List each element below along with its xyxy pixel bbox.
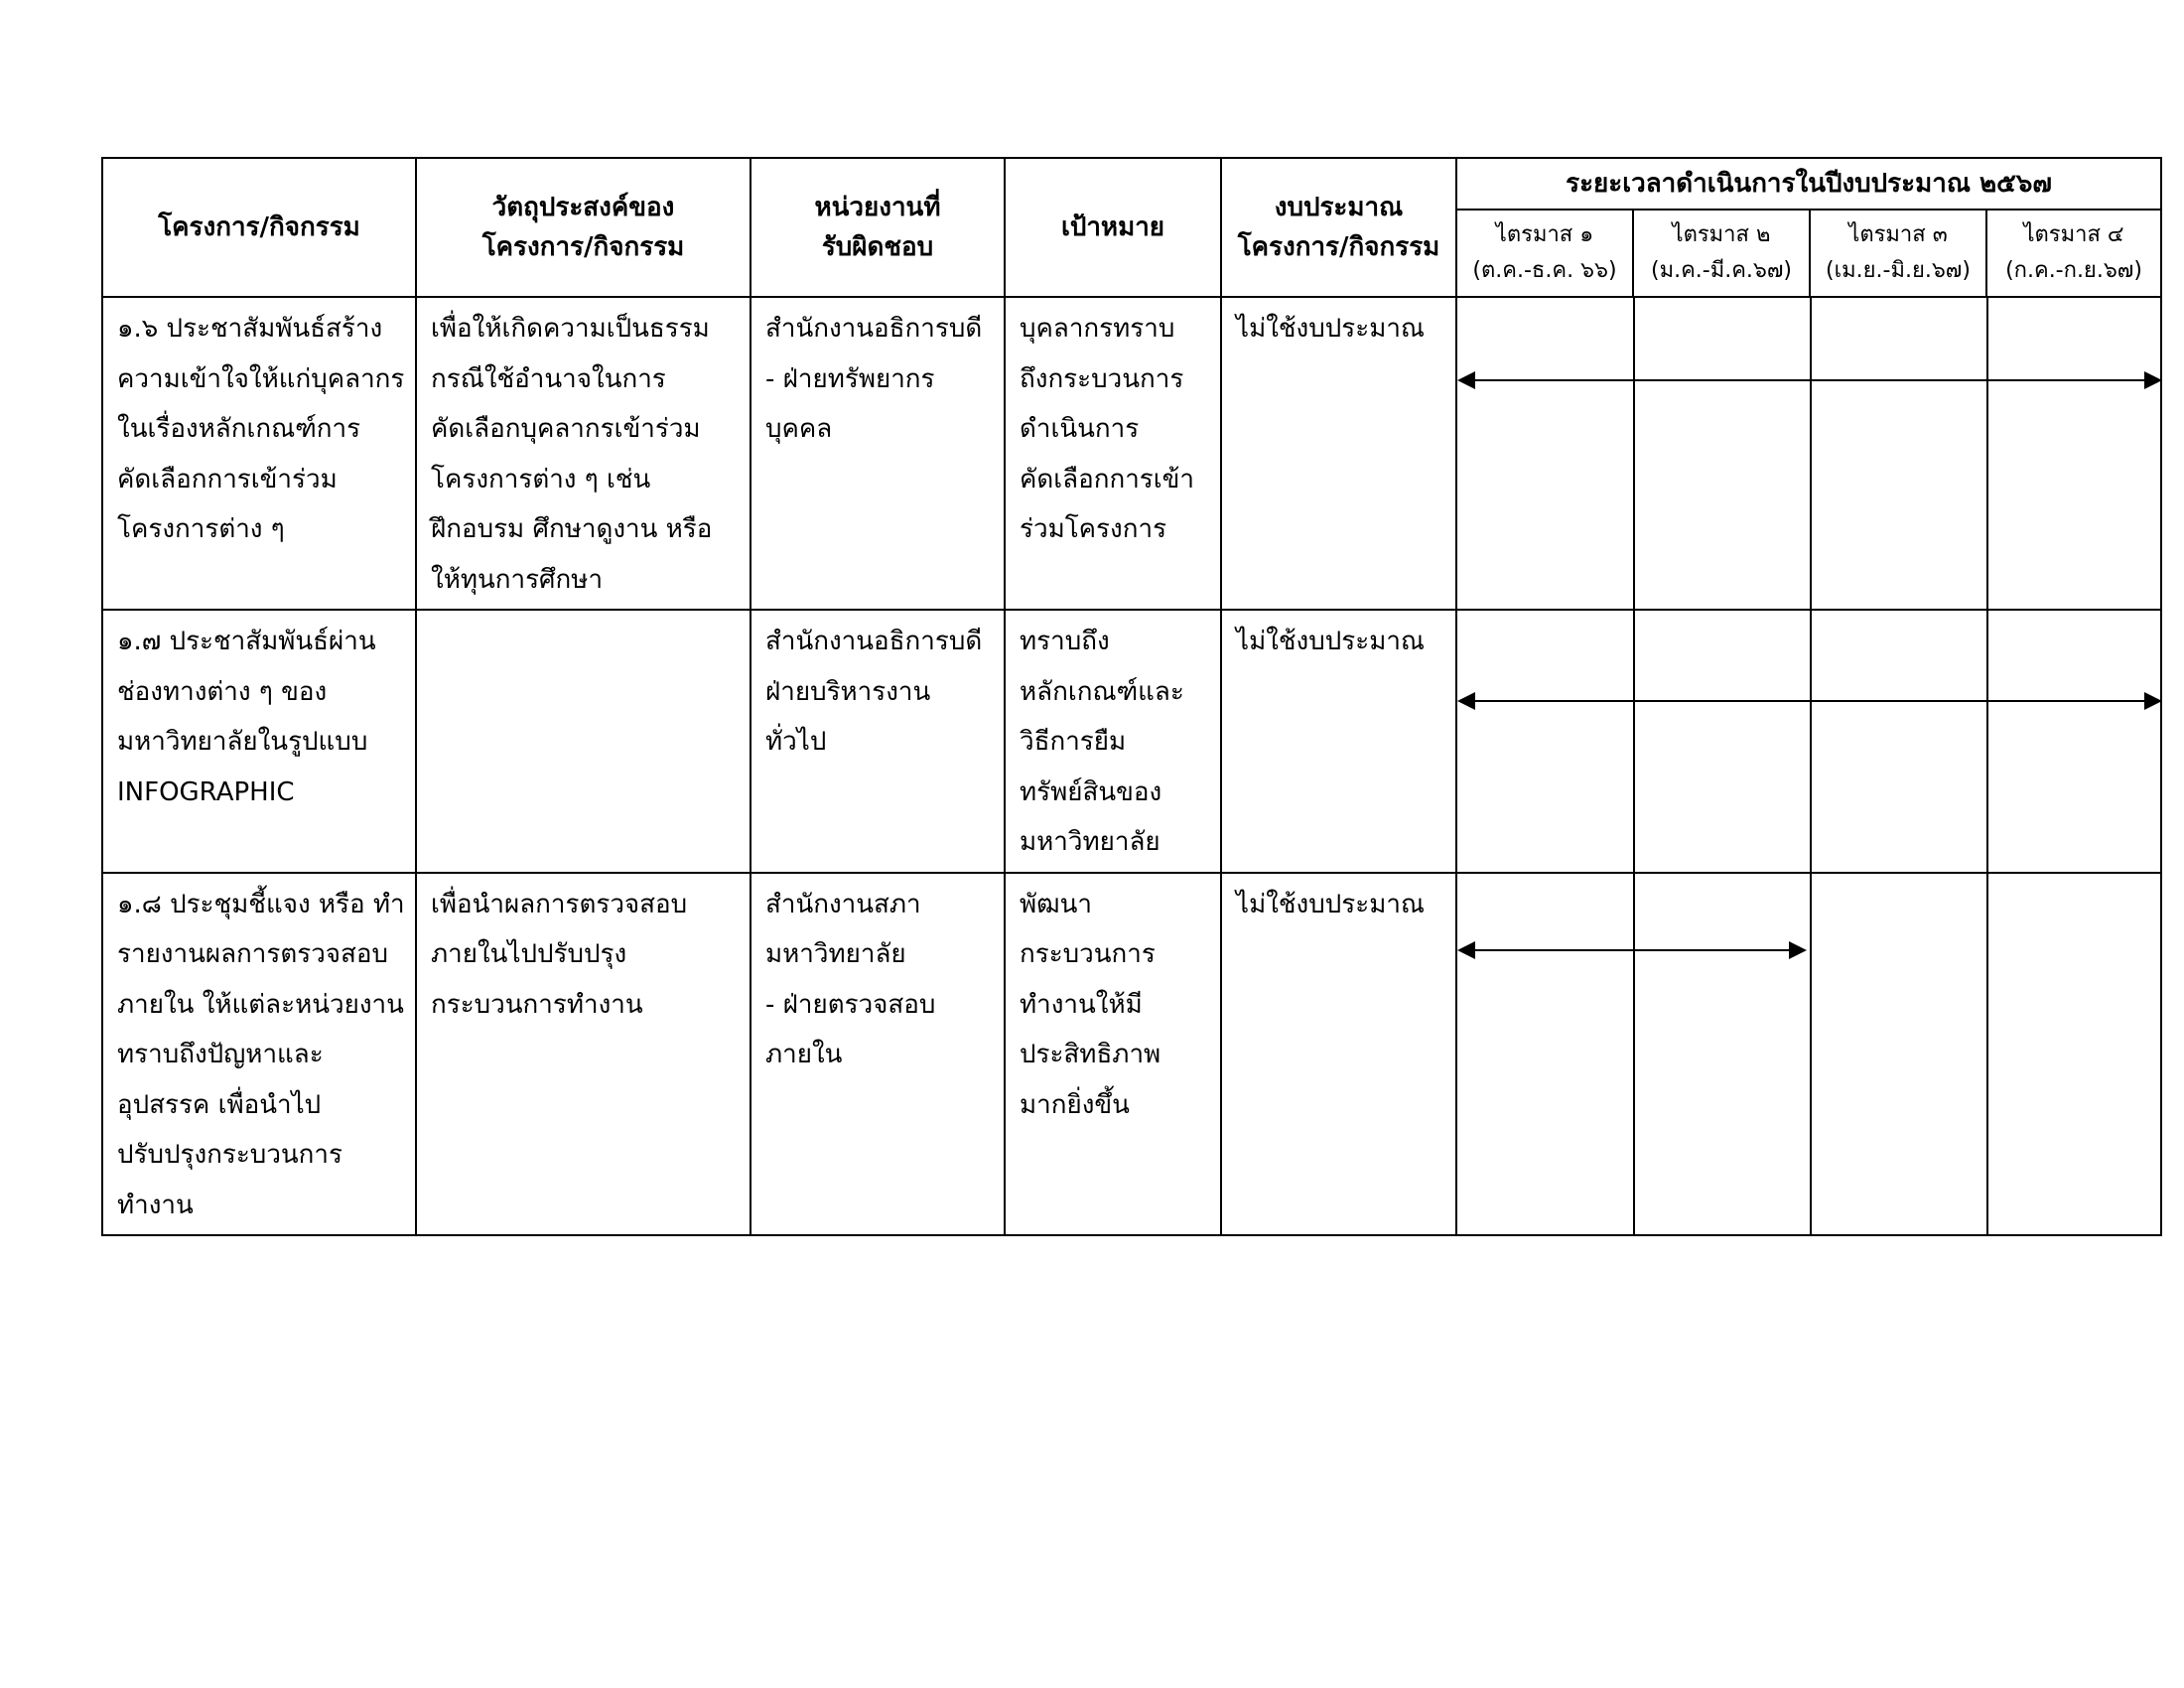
- header-objective: วัตถุประสงค์ของ โครงการ/กิจกรรม: [416, 158, 751, 297]
- operation-plan-table: [101, 157, 2162, 1236]
- header-unit: หน่วยงานที่ รับผิดชอบ: [751, 158, 1005, 297]
- table-row: [102, 873, 2161, 1236]
- quarter-divider: [1810, 874, 1812, 1235]
- header-quarter-4: ไตรมาส ๔ (ก.ค.-ก.ย.๖๗): [1986, 210, 2161, 297]
- timeline-grid: [1457, 298, 2160, 609]
- timeline-arrow: [1459, 949, 1805, 951]
- header-period: ระยะเวลาดำเนินการในปีงบประมาณ ๒๕๖๗: [1456, 158, 2161, 210]
- budget-cell: ไม่ใช้งบประมาณ: [1236, 314, 1426, 344]
- unit-cell: สำนักงานอธิการบดี - ฝ่ายทรัพยากร บุคคล: [765, 314, 983, 444]
- project-cell: ๑.๗ ประชาสัมพันธ์ผ่าน ช่องทางต่าง ๆ ของ มหาวิทยาลัยในรูปแบบ INFOGRAPHIC: [117, 627, 376, 807]
- quarter-divider: [1633, 874, 1635, 1235]
- header-quarter-3: ไตรมาส ๓ (เม.ย.-มิ.ย.๖๗): [1810, 210, 1986, 297]
- quarter-divider: [1633, 298, 1635, 609]
- timeline-cell: [1456, 873, 2161, 1236]
- budget-cell: ไม่ใช้งบประมาณ: [1236, 889, 1426, 919]
- timeline-cell: [1456, 297, 2161, 610]
- target-cell: บุคลากรทราบ ถึงกระบวนการ ดำเนินการ คัดเลือกการเข้า ร่วมโครงการ: [1020, 314, 1195, 544]
- target-cell: พัฒนา กระบวนการ ทำงานให้มี ประสิทธิภาพ มากยิ่งขึ้น: [1020, 889, 1161, 1120]
- budget-cell: ไม่ใช้งบประมาณ: [1236, 627, 1426, 656]
- project-cell: ๑.๘ ประชุมชี้แจง หรือ ทำ รายงานผลการตรวจสอบ ภายใน ให้แต่ละหน่วยงาน ทราบถึงปัญหาและ อุปสรรค เพื่อนำไป ปรับปรุงกระบวนการ ทำงาน: [117, 889, 405, 1220]
- table-row: [102, 610, 2161, 873]
- timeline-grid: [1457, 611, 2160, 872]
- arrow-right-icon: [2144, 371, 2162, 389]
- target-cell: ทราบถึง หลักเกณฑ์และ วิธีการยืม ทรัพย์สินของ มหาวิทยาลัย: [1020, 627, 1184, 857]
- quarter-divider: [1633, 611, 1635, 872]
- objective-cell: [417, 611, 750, 621]
- quarter-divider: [1986, 611, 1988, 872]
- quarter-divider: [1810, 611, 1812, 872]
- timeline-grid: [1457, 874, 2160, 1235]
- header-target: เป้าหมาย: [1005, 158, 1221, 297]
- quarter-divider: [1986, 298, 1988, 609]
- timeline-arrow: [1459, 700, 2160, 702]
- timeline-arrow: [1459, 379, 2160, 381]
- project-cell: ๑.๖ ประชาสัมพันธ์สร้าง ความเข้าใจให้แก่บุคลากร ในเรื่องหลักเกณฑ์การ คัดเลือกการเข้าร่วม โครงการต่าง ๆ: [117, 314, 405, 544]
- arrow-right-icon: [1789, 941, 1807, 959]
- arrow-left-icon: [1457, 941, 1475, 959]
- table-row: [102, 297, 2161, 610]
- quarter-divider: [1810, 298, 1812, 609]
- header-quarter-2: ไตรมาส ๒ (ม.ค.-มี.ค.๖๗): [1633, 210, 1810, 297]
- objective-cell: เพื่อให้เกิดความเป็นธรรม กรณีใช้อำนาจในการ คัดเลือกบุคลากรเข้าร่วม โครงการต่าง ๆ เช่น ฝึกอบรม ศึกษาดูงาน หรือ ให้ทุนการศึกษา: [431, 314, 713, 595]
- arrow-left-icon: [1457, 692, 1475, 710]
- quarter-divider: [1986, 874, 1988, 1235]
- unit-cell: สำนักงานสภา มหาวิทยาลัย - ฝ่ายตรวจสอบ ภายใน: [765, 889, 936, 1069]
- header-project: โครงการ/กิจกรรม: [102, 158, 416, 297]
- arrow-left-icon: [1457, 371, 1475, 389]
- objective-cell: เพื่อนำผลการตรวจสอบ ภายในไปปรับปรุง กระบวนการทำงาน: [431, 889, 688, 1020]
- arrow-right-icon: [2144, 692, 2162, 710]
- unit-cell: สำนักงานอธิการบดี ฝ่ายบริหารงาน ทั่วไป: [765, 627, 983, 757]
- timeline-cell: [1456, 610, 2161, 873]
- header-budget: งบประมาณ โครงการ/กิจกรรม: [1221, 158, 1456, 297]
- header-quarter-1: ไตรมาส ๑ (ต.ค.-ธ.ค. ๖๖): [1456, 210, 1633, 297]
